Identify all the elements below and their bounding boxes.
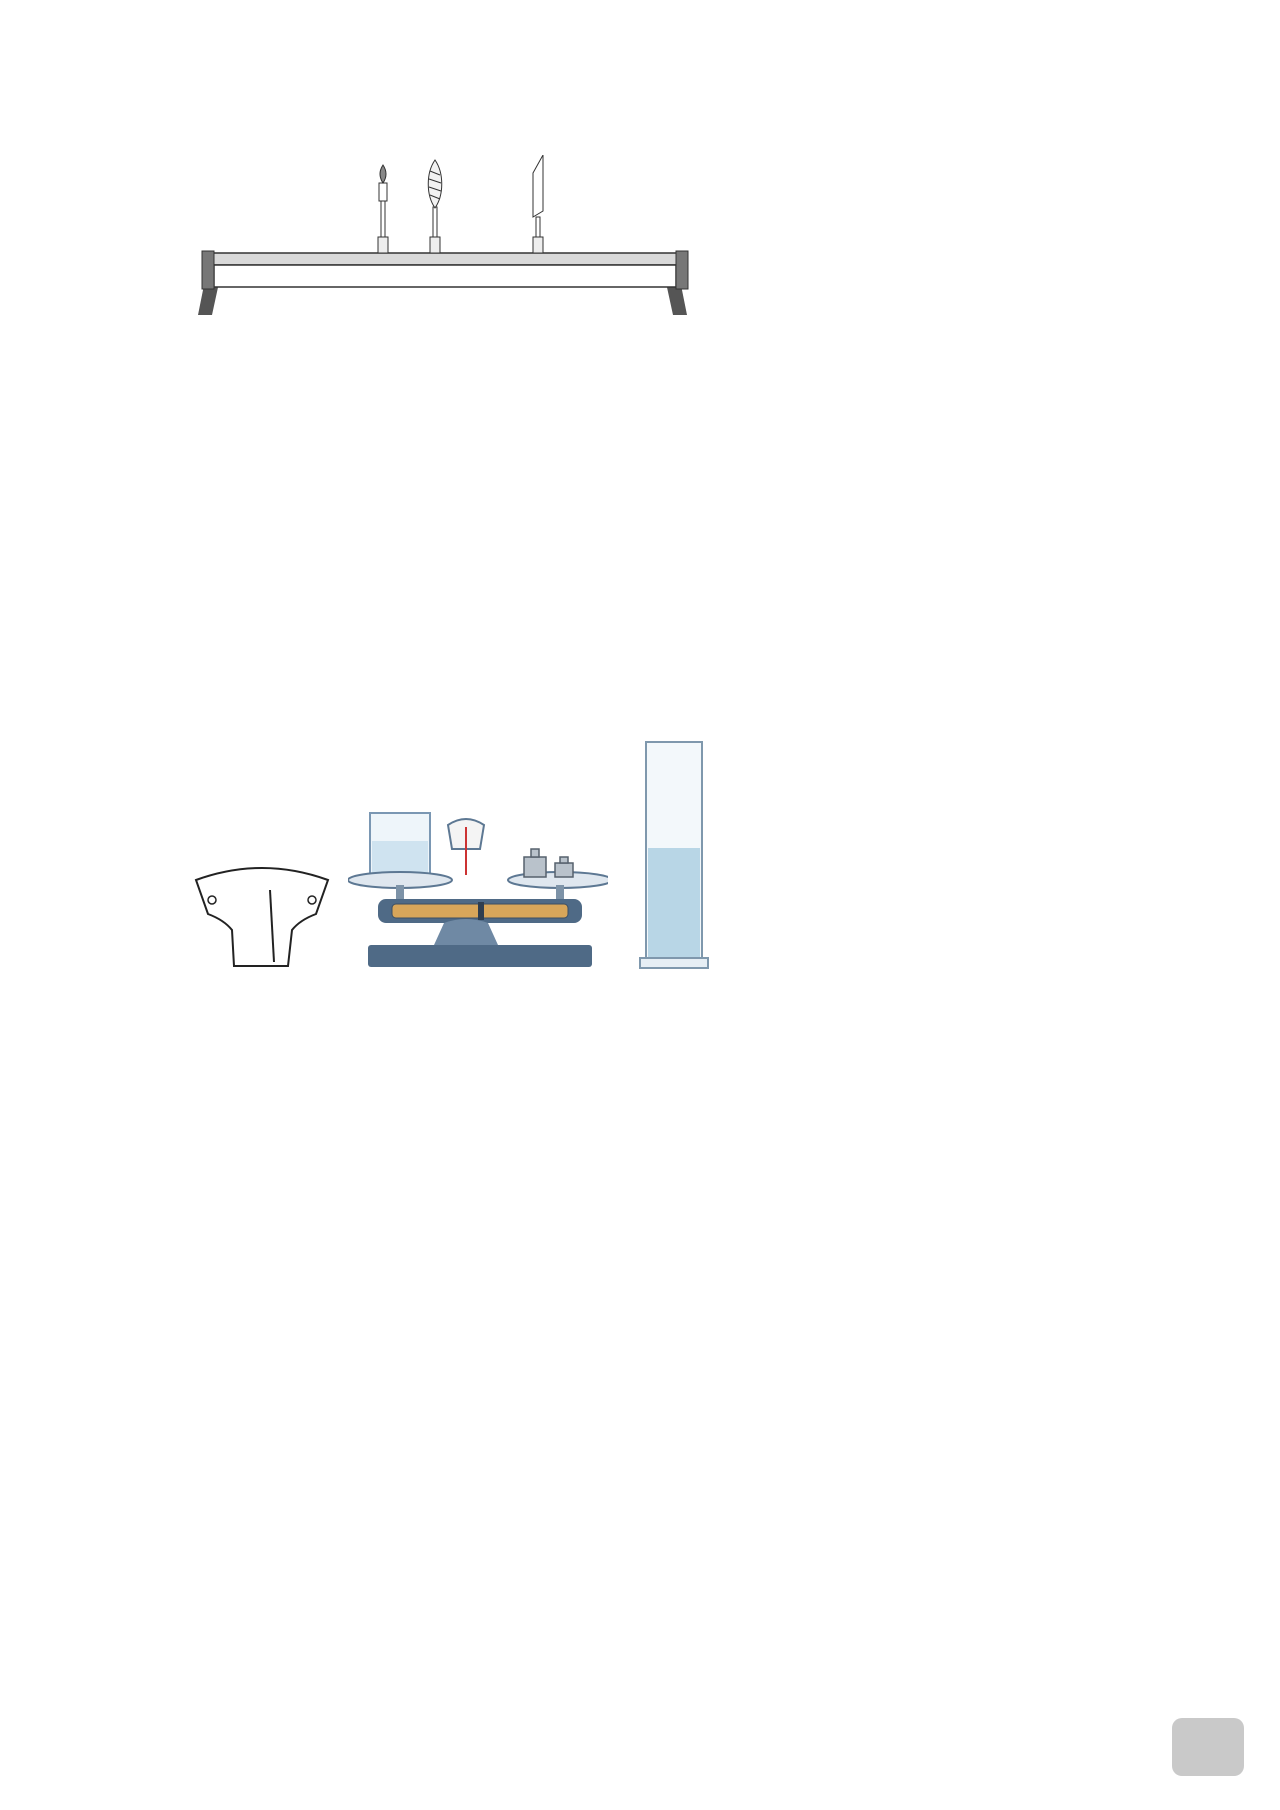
candle — [378, 165, 388, 253]
bench-end-left — [202, 251, 214, 289]
bench-rail — [208, 253, 682, 265]
bench-end-right — [676, 251, 688, 289]
cylinder-liquid — [648, 848, 700, 958]
optical-bench-svg — [190, 155, 700, 320]
balance-figure-yi — [348, 805, 608, 970]
dial-figure-jia — [192, 862, 332, 967]
convex-lens — [428, 160, 442, 253]
cylinder-figure-bing — [636, 736, 716, 970]
bench-scale — [214, 265, 676, 287]
optical-bench-figure — [190, 155, 700, 320]
page-number-badge — [1172, 1718, 1244, 1776]
light-screen — [533, 155, 543, 253]
